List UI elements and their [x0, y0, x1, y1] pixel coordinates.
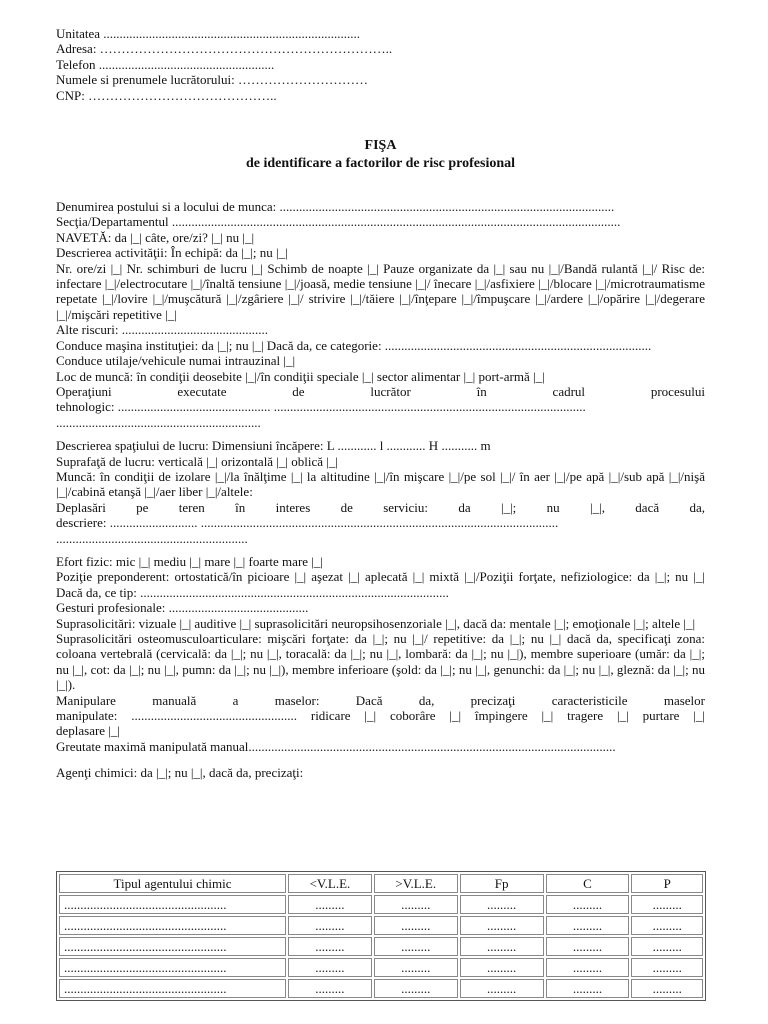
- field-denumirea-postului: Denumirea postului si a locului de munca: .......................................................................................................: [56, 199, 615, 215]
- field-numele: Numele si prenumele lucrătorului: …………………………: [56, 72, 368, 88]
- table-cell[interactable]: ..................................................: [59, 937, 286, 956]
- table-cell[interactable]: .........: [546, 895, 630, 914]
- field-tehnologic-cont: ...............................................................: [56, 414, 261, 430]
- table-cell[interactable]: .........: [631, 895, 703, 914]
- header-fp: Fp: [460, 874, 544, 893]
- field-spatiu-lucru: Descrierea spaţiului de lucru: Dimensiuni încăpere: L ............ l ............ H ........... m: [56, 438, 491, 454]
- paragraph-pozitie: Poziţie preponderent: ortostatică/în picioare |_| aşezat |_| aplecată |_| mixtă |_|/Poziţii forţate, nefiziologice: da |_|; nu |_| Dacă da, ce tip: ...............................................................................................: [56, 569, 705, 600]
- table-cell[interactable]: .........: [631, 979, 703, 998]
- header-vle-lower: <V.L.E.: [288, 874, 372, 893]
- table-cell[interactable]: .........: [631, 937, 703, 956]
- header-tipul-agentului: Tipul agentului chimic: [59, 874, 286, 893]
- table-cell[interactable]: .........: [546, 979, 630, 998]
- field-gesturi: Gesturi profesionale: ...........................................: [56, 600, 309, 616]
- field-telefon: Telefon ......................................................: [56, 56, 275, 72]
- table-cell[interactable]: .........: [374, 958, 458, 977]
- header-p: P: [631, 874, 703, 893]
- table-cell[interactable]: .........: [288, 958, 372, 977]
- header-c: C: [546, 874, 630, 893]
- field-sectia: Secţia/Departamentul ..........................................................................................................................................: [56, 214, 621, 230]
- table-cell[interactable]: .........: [631, 958, 703, 977]
- table-cell[interactable]: ..................................................: [59, 895, 286, 914]
- field-alte-riscuri: Alte riscuri: .............................................: [56, 322, 268, 338]
- table-cell[interactable]: .........: [460, 895, 544, 914]
- table-row: [59, 979, 703, 998]
- field-deplasari: Deplasări pe teren în interes de serviciu: da |_|; nu |_|, dacă da,: [56, 499, 705, 515]
- field-manipulare: Manipulare manuală a maselor: Dacă da, precizaţi caracteristicile maselor: [56, 692, 705, 708]
- paragraph-suprasolicitari: Suprasolicitări: vizuale |_| auditive |_| suprasolicitări neuropsihosenzoriale |_|, dacă da: mentale |_|; emoţionale |_|; altele |_|: [56, 615, 696, 631]
- title-line-2: de identificare a factorilor de risc profesional: [245, 156, 516, 172]
- field-unitatea: Unitatea ...............................................................................: [56, 26, 361, 41]
- table-row: [59, 895, 703, 914]
- table-cell[interactable]: .........: [460, 979, 544, 998]
- field-deplasari-cont: ...........................................................: [56, 530, 248, 546]
- field-operatiuni: Operaţiuni executate de lucrător în cadrul procesului: [56, 383, 705, 399]
- field-conduce-utilaje: Conduce utilaje/vehicule numai intrauzinal |_|: [56, 353, 296, 369]
- field-deplasare: deplasare |_|: [56, 723, 121, 739]
- table-row: [59, 916, 703, 935]
- table-cell[interactable]: .........: [288, 895, 372, 914]
- table-cell[interactable]: .........: [374, 895, 458, 914]
- field-suprafata-lucru: Suprafaţă de lucru: verticală |_| orizontală |_| oblică |_|: [56, 453, 339, 469]
- field-agenti-chimici: Agenţi chimici: da |_|; nu |_|, dacă da, precizaţi:: [56, 765, 304, 781]
- field-tehnologic: tehnologic: ............................................... ................................................................................................: [56, 399, 586, 415]
- table-cell[interactable]: .........: [374, 937, 458, 956]
- field-adresa: Adresa: …………………………………………………………..: [56, 41, 393, 57]
- field-conduce-masina: Conduce maşina instituţiei: da |_|; nu |_| Dacă da, ce categorie: ..................................................................................: [56, 337, 652, 353]
- field-descrierea-activitatii: Descrierea activităţii: În echipă: da |_|; nu |_|: [56, 245, 288, 261]
- title-line-1: FIŞA: [364, 138, 397, 154]
- field-loc-de-munca: Loc de muncă: în condiţii deosebite |_|/în condiţii speciale |_| sector alimentar |_| port-armă |_|: [56, 368, 545, 384]
- table-row: [59, 937, 703, 956]
- table-cell[interactable]: .........: [288, 916, 372, 935]
- form-page: [56, 26, 705, 781]
- field-cnp: CNP: ……………………………………..: [56, 87, 277, 103]
- form-title: [56, 137, 705, 173]
- table-cell[interactable]: .........: [546, 958, 630, 977]
- paragraph-riscuri: Nr. ore/zi |_| Nr. schimburi de lucru |_| Schimb de noapte |_| Pauze organizate da |_| sau nu |_|/Bandă rulantă |_|/ Risc de: infectare |_|/electrocutare |_|/înaltă tensiune |_|/joasă, medie tensiune |_|/ înecare |_|/asfixiere |_|/blocare |_|/microtraumatisme repetate |_|/lovire |_|/muşcătură |_|/zgâriere |_|/ strivire |_|/tăiere |_|/înţepare |_|/împuşcare |_|/ardere |_|/opărire |_|/degerare |_|/mişcări repetitive |_|: [56, 260, 705, 322]
- field-efort-fizic: Efort fizic: mic |_| mediu |_| mare |_| foarte mare |_|: [56, 553, 323, 569]
- table-cell[interactable]: ..................................................: [59, 958, 286, 977]
- table-cell[interactable]: .........: [374, 979, 458, 998]
- field-deplasari-descriere: descriere: ........................... ..............................................................................................................: [56, 515, 559, 531]
- header-vle-upper: >V.L.E.: [374, 874, 458, 893]
- table-cell[interactable]: .........: [460, 958, 544, 977]
- table-cell[interactable]: .........: [374, 916, 458, 935]
- table-cell[interactable]: .........: [631, 916, 703, 935]
- paragraph-osteomusculo: Suprasolicitări osteomusculoarticulare: mişcări forţate: da |_|; nu |_|/ repetitive: da |_|; nu |_| dacă da, specificaţi zona: coloana vertebrală (cervicală: da |_|; nu |_|, toracală: da |_|; nu |_|, lombară: da |_|; nu |_|), membre superioare (umăr: da |_|; nu |_|, cot: da |_|; nu |_|, pumn: da |_|; nu |_|), membre inferioare (şold: da |_|; nu |_|, genunchi: da |_|; nu |_|, gleznă: da |_|; nu |_|).: [56, 631, 705, 693]
- table-cell[interactable]: .........: [546, 937, 630, 956]
- table-cell[interactable]: .........: [288, 937, 372, 956]
- table-row: [59, 958, 703, 977]
- field-naveta: NAVETĂ: da |_| câte, ore/zi? |_| nu |_|: [56, 229, 255, 245]
- field-greutate-maxima: Greutate maximă manipulată manual.................................................................................................................: [56, 738, 616, 754]
- table-header-row: [59, 874, 703, 893]
- table-cell[interactable]: .........: [460, 937, 544, 956]
- table-cell[interactable]: ..................................................: [59, 916, 286, 935]
- field-manipulate: manipulate: ................................................... ridicare |_| coborâre |_| împingere |_| tragere |_| purtare |_|: [56, 708, 705, 724]
- table-cell[interactable]: .........: [460, 916, 544, 935]
- chemical-agents-table: [56, 871, 706, 1001]
- paragraph-munca: Muncă: în condiţii de izolare |_|/la înălţime |_| la altitudine |_|/în mişcare |_|/pe sol |_|/ în aer |_|/pe apă |_|/sub apă |_|/nişă |_|/cabină etanşă |_|/aer liber |_|/altele:: [56, 468, 705, 500]
- table-cell[interactable]: .........: [546, 916, 630, 935]
- table-cell[interactable]: ..................................................: [59, 979, 286, 998]
- table-cell[interactable]: .........: [288, 979, 372, 998]
